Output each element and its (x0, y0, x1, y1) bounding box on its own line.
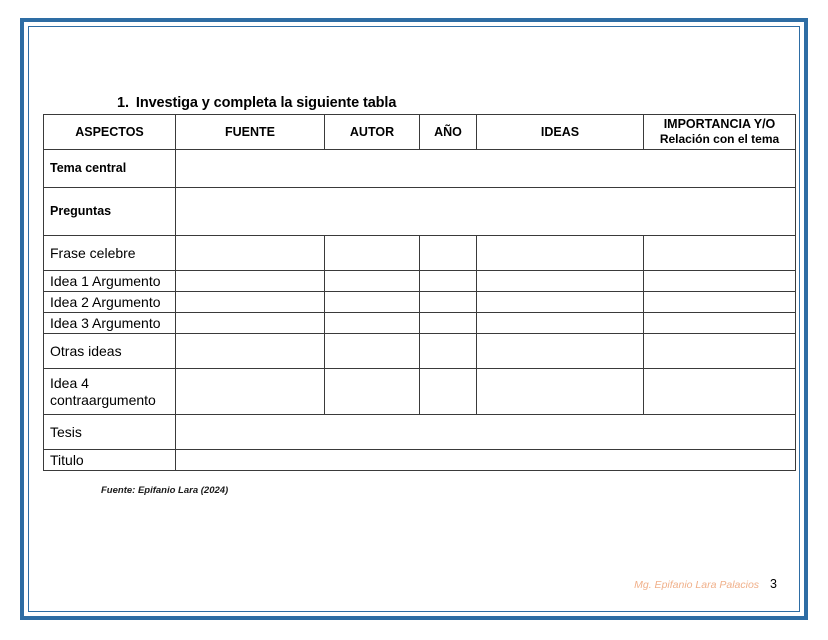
heading-number: 1. (117, 95, 129, 111)
row-label-otras-ideas: Otras ideas (44, 334, 176, 369)
column-header-aspectos: ASPECTOS (44, 115, 176, 150)
cell-otras-ideas-fuente[interactable] (176, 334, 325, 369)
footer-author-name: Mg. Epifanio Lara Palacios (634, 579, 760, 591)
table-row (44, 271, 796, 292)
cell-idea-4-fuente[interactable] (176, 369, 325, 415)
table-row (44, 334, 796, 369)
row-label-idea-4-contraargumento: Idea 4 contraargumento (44, 369, 176, 415)
cell-idea-1-fuente[interactable] (176, 271, 325, 292)
column-header-anio: AÑO (420, 115, 477, 150)
row-input-preguntas[interactable] (176, 188, 796, 236)
worksheet-table (43, 114, 796, 471)
cell-idea-2-importancia[interactable] (644, 292, 796, 313)
column-header-fuente: FUENTE (176, 115, 325, 150)
table-body (44, 150, 796, 471)
cell-otras-ideas-autor[interactable] (325, 334, 420, 369)
cell-idea-3-anio[interactable] (420, 313, 477, 334)
cell-idea-4-ideas[interactable] (477, 369, 644, 415)
table-row (44, 188, 796, 236)
table-row (44, 369, 796, 415)
cell-idea-4-autor[interactable] (325, 369, 420, 415)
cell-frase-celebre-importancia[interactable] (644, 236, 796, 271)
slide-footer (634, 577, 777, 591)
cell-idea-3-fuente[interactable] (176, 313, 325, 334)
table-row (44, 150, 796, 188)
cell-idea-1-ideas[interactable] (477, 271, 644, 292)
row-input-tesis[interactable] (176, 415, 796, 450)
column-header-importancia-line1: IMPORTANCIA Y/O (663, 117, 776, 131)
table-row (44, 236, 796, 271)
cell-frase-celebre-fuente[interactable] (176, 236, 325, 271)
slide-border-inner (28, 26, 800, 612)
row-label-tesis: Tesis (44, 415, 176, 450)
cell-idea-3-importancia[interactable] (644, 313, 796, 334)
cell-idea-1-importancia[interactable] (644, 271, 796, 292)
cell-idea-1-autor[interactable] (325, 271, 420, 292)
row-label-preguntas: Preguntas (44, 188, 176, 236)
cell-idea-2-autor[interactable] (325, 292, 420, 313)
cell-idea-2-anio[interactable] (420, 292, 477, 313)
page-title (117, 95, 396, 111)
row-label-titulo: Titulo (44, 450, 176, 471)
cell-frase-celebre-anio[interactable] (420, 236, 477, 271)
cell-otras-ideas-anio[interactable] (420, 334, 477, 369)
heading-text: Investiga y completa la siguiente tabla (135, 95, 397, 111)
row-label-frase-celebre: Frase celebre (44, 236, 176, 271)
slide-content-area (29, 27, 799, 611)
row-label-idea-2: Idea 2 Argumento (44, 292, 176, 313)
column-header-autor: AUTOR (325, 115, 420, 150)
row-input-titulo[interactable] (176, 450, 796, 471)
cell-idea-2-fuente[interactable] (176, 292, 325, 313)
row-label-idea-3: Idea 3 Argumento (44, 313, 176, 334)
cell-idea-3-ideas[interactable] (477, 313, 644, 334)
row-label-idea-1: Idea 1 Argumento (44, 271, 176, 292)
cell-idea-3-autor[interactable] (325, 313, 420, 334)
cell-otras-ideas-importancia[interactable] (644, 334, 796, 369)
cell-idea-4-importancia[interactable] (644, 369, 796, 415)
column-header-importancia (644, 115, 796, 150)
table-row (44, 415, 796, 450)
table-row (44, 450, 796, 471)
cell-idea-4-anio[interactable] (420, 369, 477, 415)
cell-otras-ideas-ideas[interactable] (477, 334, 644, 369)
table-source-caption: Fuente: Epifanio Lara (2024) (101, 485, 229, 496)
cell-idea-2-ideas[interactable] (477, 292, 644, 313)
cell-frase-celebre-autor[interactable] (325, 236, 420, 271)
table-row (44, 313, 796, 334)
footer-page-number: 3 (770, 577, 777, 591)
row-label-tema-central: Tema central (44, 150, 176, 188)
column-header-importancia-line2: Relación con el tema (659, 132, 780, 146)
table-header-row (44, 115, 796, 150)
column-header-ideas: IDEAS (477, 115, 644, 150)
row-input-tema-central[interactable] (176, 150, 796, 188)
slide-border-frame (20, 18, 808, 620)
cell-idea-1-anio[interactable] (420, 271, 477, 292)
cell-frase-celebre-ideas[interactable] (477, 236, 644, 271)
worksheet-table-wrapper (43, 114, 795, 471)
table-row (44, 292, 796, 313)
